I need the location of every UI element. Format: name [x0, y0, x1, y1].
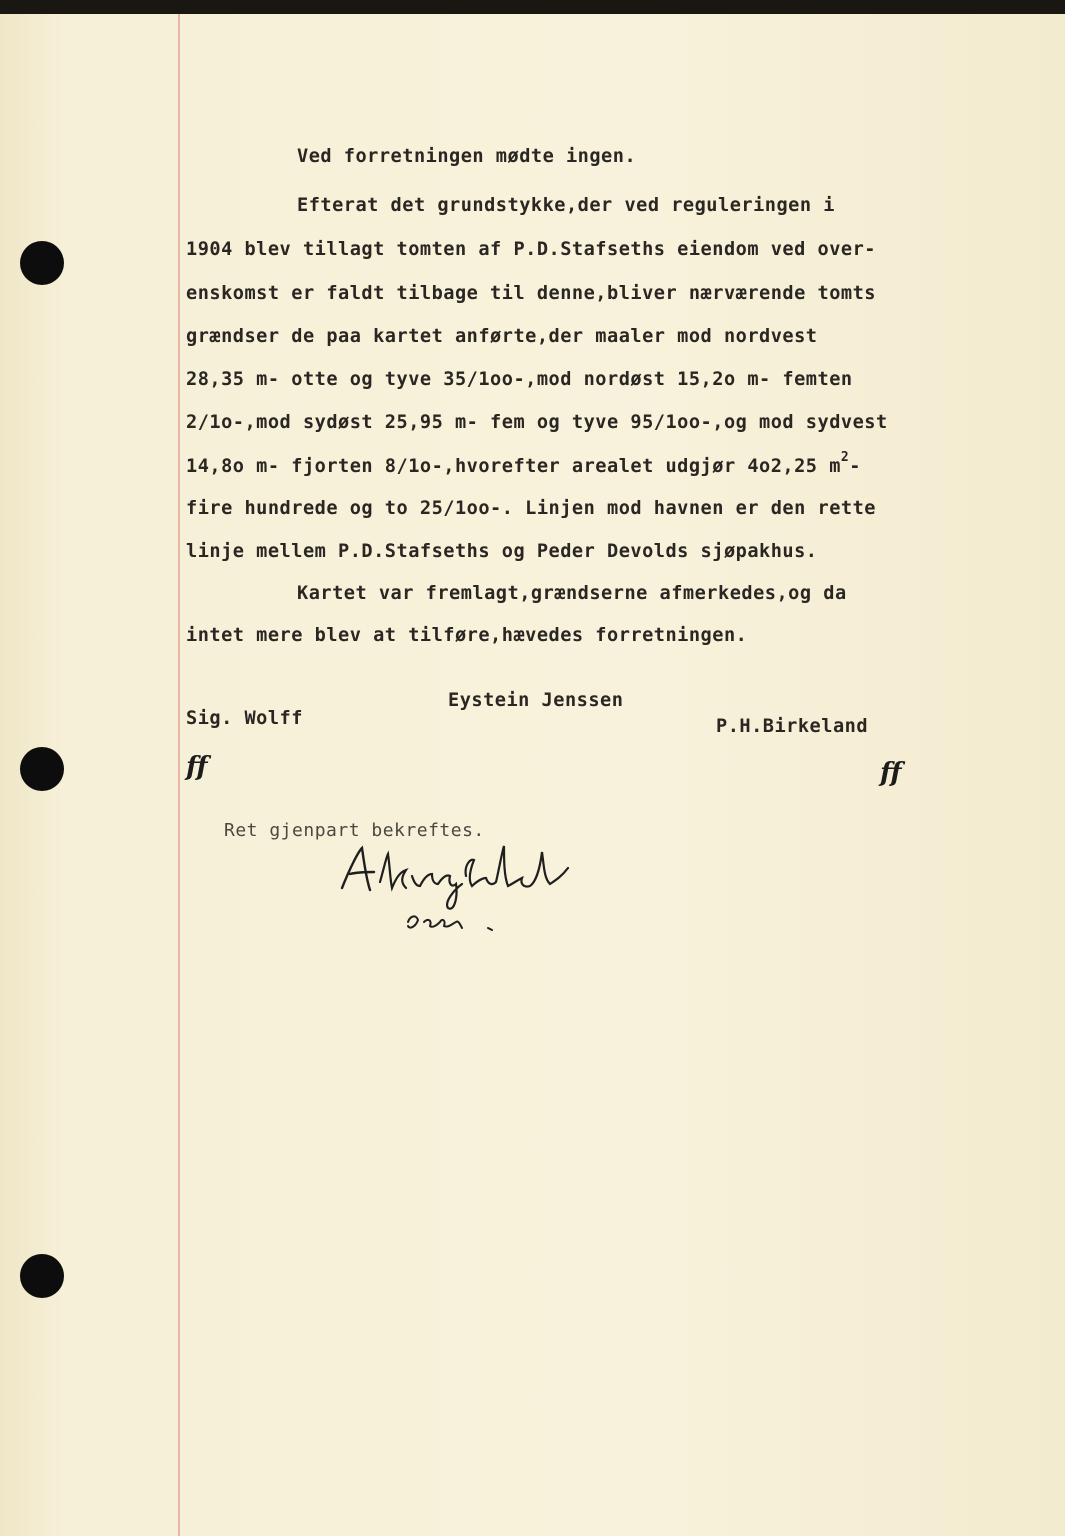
body-line-10: linje mellem P.D.Stafseths og Peder Devolds sjøpakhus. [186, 541, 818, 562]
certification-text: Ret gjenpart bekreftes. [224, 820, 485, 841]
area-superscript: 2 [840, 450, 850, 465]
body-line-11: Kartet var fremlagt,grændserne afmerkedes,og da [297, 583, 847, 604]
body-line-8 [186, 450, 861, 478]
body-line-6: 28,35 m- otte og tyve 35/1oo-,mod nordøst 15,2o m- femten [186, 369, 853, 390]
signature-right-mark: ff [880, 758, 902, 788]
handwritten-signature [336, 838, 586, 948]
punch-hole-middle [20, 747, 64, 791]
body-line-12: intet mere blev at tilføre,hævedes forretningen. [186, 625, 748, 646]
signature-right: P.H.Birkeland [716, 716, 869, 737]
signature-left-mark: ff [186, 752, 208, 782]
body-line-5: grændser de paa kartet anførte,der maaler mod nordvest [186, 326, 818, 347]
signature-left: Sig. Wolff [186, 708, 303, 729]
area-dash: - [849, 456, 861, 478]
body-line-9: fire hundrede og to 25/1oo-. Linjen mod havnen er den rette [186, 498, 876, 519]
body-line-2: Efterat det grundstykke,der ved reguleringen i [297, 195, 835, 216]
margin-rule [178, 14, 180, 1536]
signature-center: Eystein Jenssen [448, 690, 624, 711]
punch-hole-top [20, 241, 64, 285]
body-line-8-text: 14,8o m- fjorten 8/1o-,hvorefter arealet udgjør 4o2,25 m [186, 456, 841, 478]
punch-hole-bottom [20, 1254, 64, 1298]
body-line-4: enskomst er faldt tilbage til denne,bliver nærværende tomts [186, 283, 876, 304]
body-line-7: 2/1o-,mod sydøst 25,95 m- fem og tyve 95/1oo-,og mod sydvest [186, 412, 888, 433]
body-line-3: 1904 blev tillagt tomten af P.D.Stafseths eiendom ved over- [186, 239, 876, 260]
body-line-1: Ved forretningen mødte ingen. [297, 146, 637, 167]
scan-top-edge [0, 0, 1065, 14]
